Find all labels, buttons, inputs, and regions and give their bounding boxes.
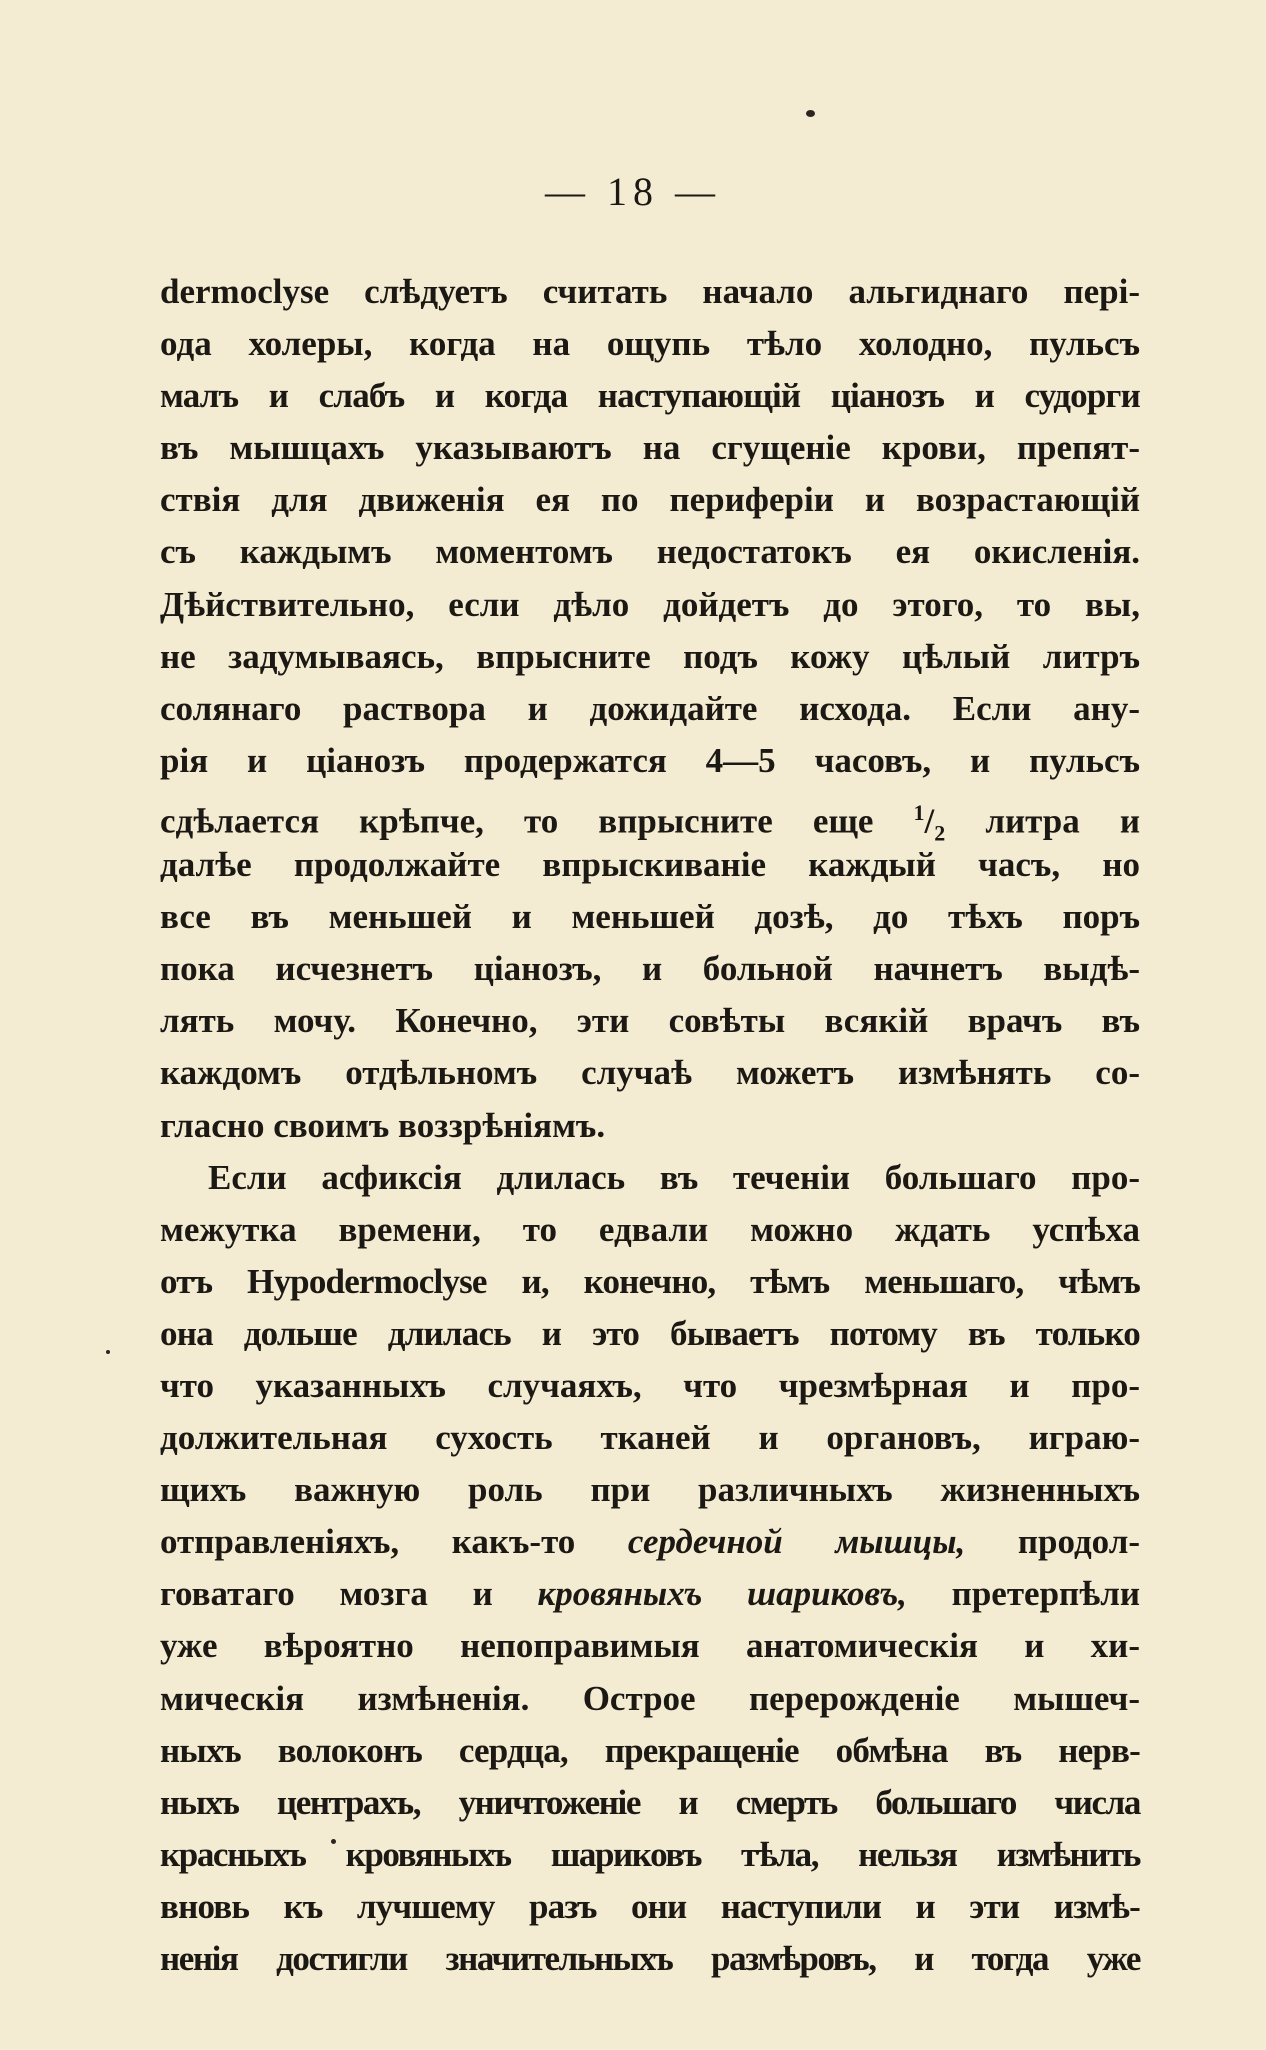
text-line: мическiя измѣненiя. Острое перерожденiе мышеч- xyxy=(160,1678,1140,1718)
text-segment: сдѣлается крѣпче, то впрысните еще xyxy=(160,801,874,841)
text-segment: претерпѣли xyxy=(951,1574,1141,1614)
body-text xyxy=(160,266,1140,1985)
paragraph xyxy=(160,1152,1140,1986)
text-line: ствiя для движенiя ея по периферiи и возрастающiй xyxy=(160,480,1140,520)
text-line: все въ меньшей и меньшей дозѣ, до тѣхъ поръ xyxy=(160,897,1140,937)
text-segment: литра и xyxy=(985,801,1141,841)
text-segment: говатаго мозга и xyxy=(160,1574,493,1614)
text-line: вновь къ лучшему разъ они наступили и эти измѣ- xyxy=(160,1886,1140,1926)
text-line: она дольше длилась и это бываетъ потому въ только xyxy=(160,1313,1140,1353)
text-line xyxy=(160,1568,1140,1620)
text-line xyxy=(160,1516,1140,1568)
text-line: уже вѣроятно непоправимыя анатомическiя и хи- xyxy=(160,1626,1140,1666)
italic-term: сердечной мышцы, xyxy=(627,1522,966,1562)
text-line: съ каждымъ моментомъ недостатокъ ея окисленiя. xyxy=(160,532,1140,572)
text-line: отъ Hypodermoclyse и, конечно, тѣмъ меньшаго, чѣмъ xyxy=(160,1261,1140,1301)
text-line: пока исчезнетъ цiанозъ, и больной начнетъ выдѣ- xyxy=(160,949,1140,989)
text-line: dermoclyse слѣдуетъ считать начало альгиднаго перi- xyxy=(160,272,1140,311)
text-line: Если асфиксiя длилась въ теченiи большаго про- xyxy=(208,1157,1140,1197)
text-line: Дѣйствительно, если дѣло дойдетъ до этого, то вы, xyxy=(160,584,1140,624)
text-line: солянаго раствора и дожидайте исхода. Если ану- xyxy=(160,688,1140,728)
text-segment: отправленiяхъ, какъ-то xyxy=(160,1522,576,1562)
text-line: что указанныхъ случаяхъ, что чрезмѣрная и про- xyxy=(160,1365,1140,1405)
text-line: далѣе продолжайте впрыскиванiе каждый часъ, но xyxy=(160,845,1140,885)
text-segment: продол- xyxy=(1017,1522,1141,1562)
text-line: сдѣлается крѣпче, то впрысните еще $^1/_2$ литра и xyxy=(160,799,1141,846)
text-line: ненiя достигли значительныхъ размѣровъ, и тогда уже xyxy=(160,1939,1140,1978)
text-line: ныхъ центрахъ, уничтоженiе и смерть большаго числа xyxy=(160,1782,1140,1822)
text-line: не задумываясь, впрысните подъ кожу цѣлый литръ xyxy=(160,636,1140,676)
paragraph xyxy=(160,266,1140,1152)
text-line: должительная сухость тканей и органовъ, играю- xyxy=(160,1418,1140,1458)
ink-speck xyxy=(106,1350,110,1354)
fraction-denominator: 2 xyxy=(934,820,946,846)
text-line: щихъ важную роль при различныхъ жизненныхъ xyxy=(160,1470,1140,1510)
text-line: рiя и цiанозъ продержатся 4—5 часовъ, и пульсъ xyxy=(160,740,1140,780)
text-line: лять мочу. Конечно, эти совѣты всякiй врачъ въ xyxy=(160,1001,1140,1041)
ink-speck xyxy=(806,110,815,117)
text-line: малъ и слабъ и когда наступающiй цiанозъ и судорги xyxy=(160,376,1140,416)
text-line: гласно своимъ воззрѣнiямъ. xyxy=(160,1105,606,1145)
fraction-numerator: 1 xyxy=(913,799,925,825)
text-line: ныхъ волоконъ сердца, прекращенiе обмѣна въ нерв- xyxy=(160,1730,1140,1770)
text-line: въ мышцахъ указываютъ на сгущенiе крови, препят- xyxy=(160,428,1140,468)
italic-term: кровяныхъ шариковъ, xyxy=(537,1574,907,1614)
text-line: межутка времени, то едвали можно ждать успѣха xyxy=(160,1209,1140,1249)
page-number: — 18 — xyxy=(545,169,721,214)
text-line: каждомъ отдѣльномъ случаѣ можетъ измѣнять со- xyxy=(160,1053,1140,1093)
text-line: красныхъ кровяныхъ шариковъ тѣла, нельзя измѣнить xyxy=(160,1834,1140,1874)
text-line: ода холеры, когда на ощупь тѣло холодно, пульсъ xyxy=(160,324,1140,364)
